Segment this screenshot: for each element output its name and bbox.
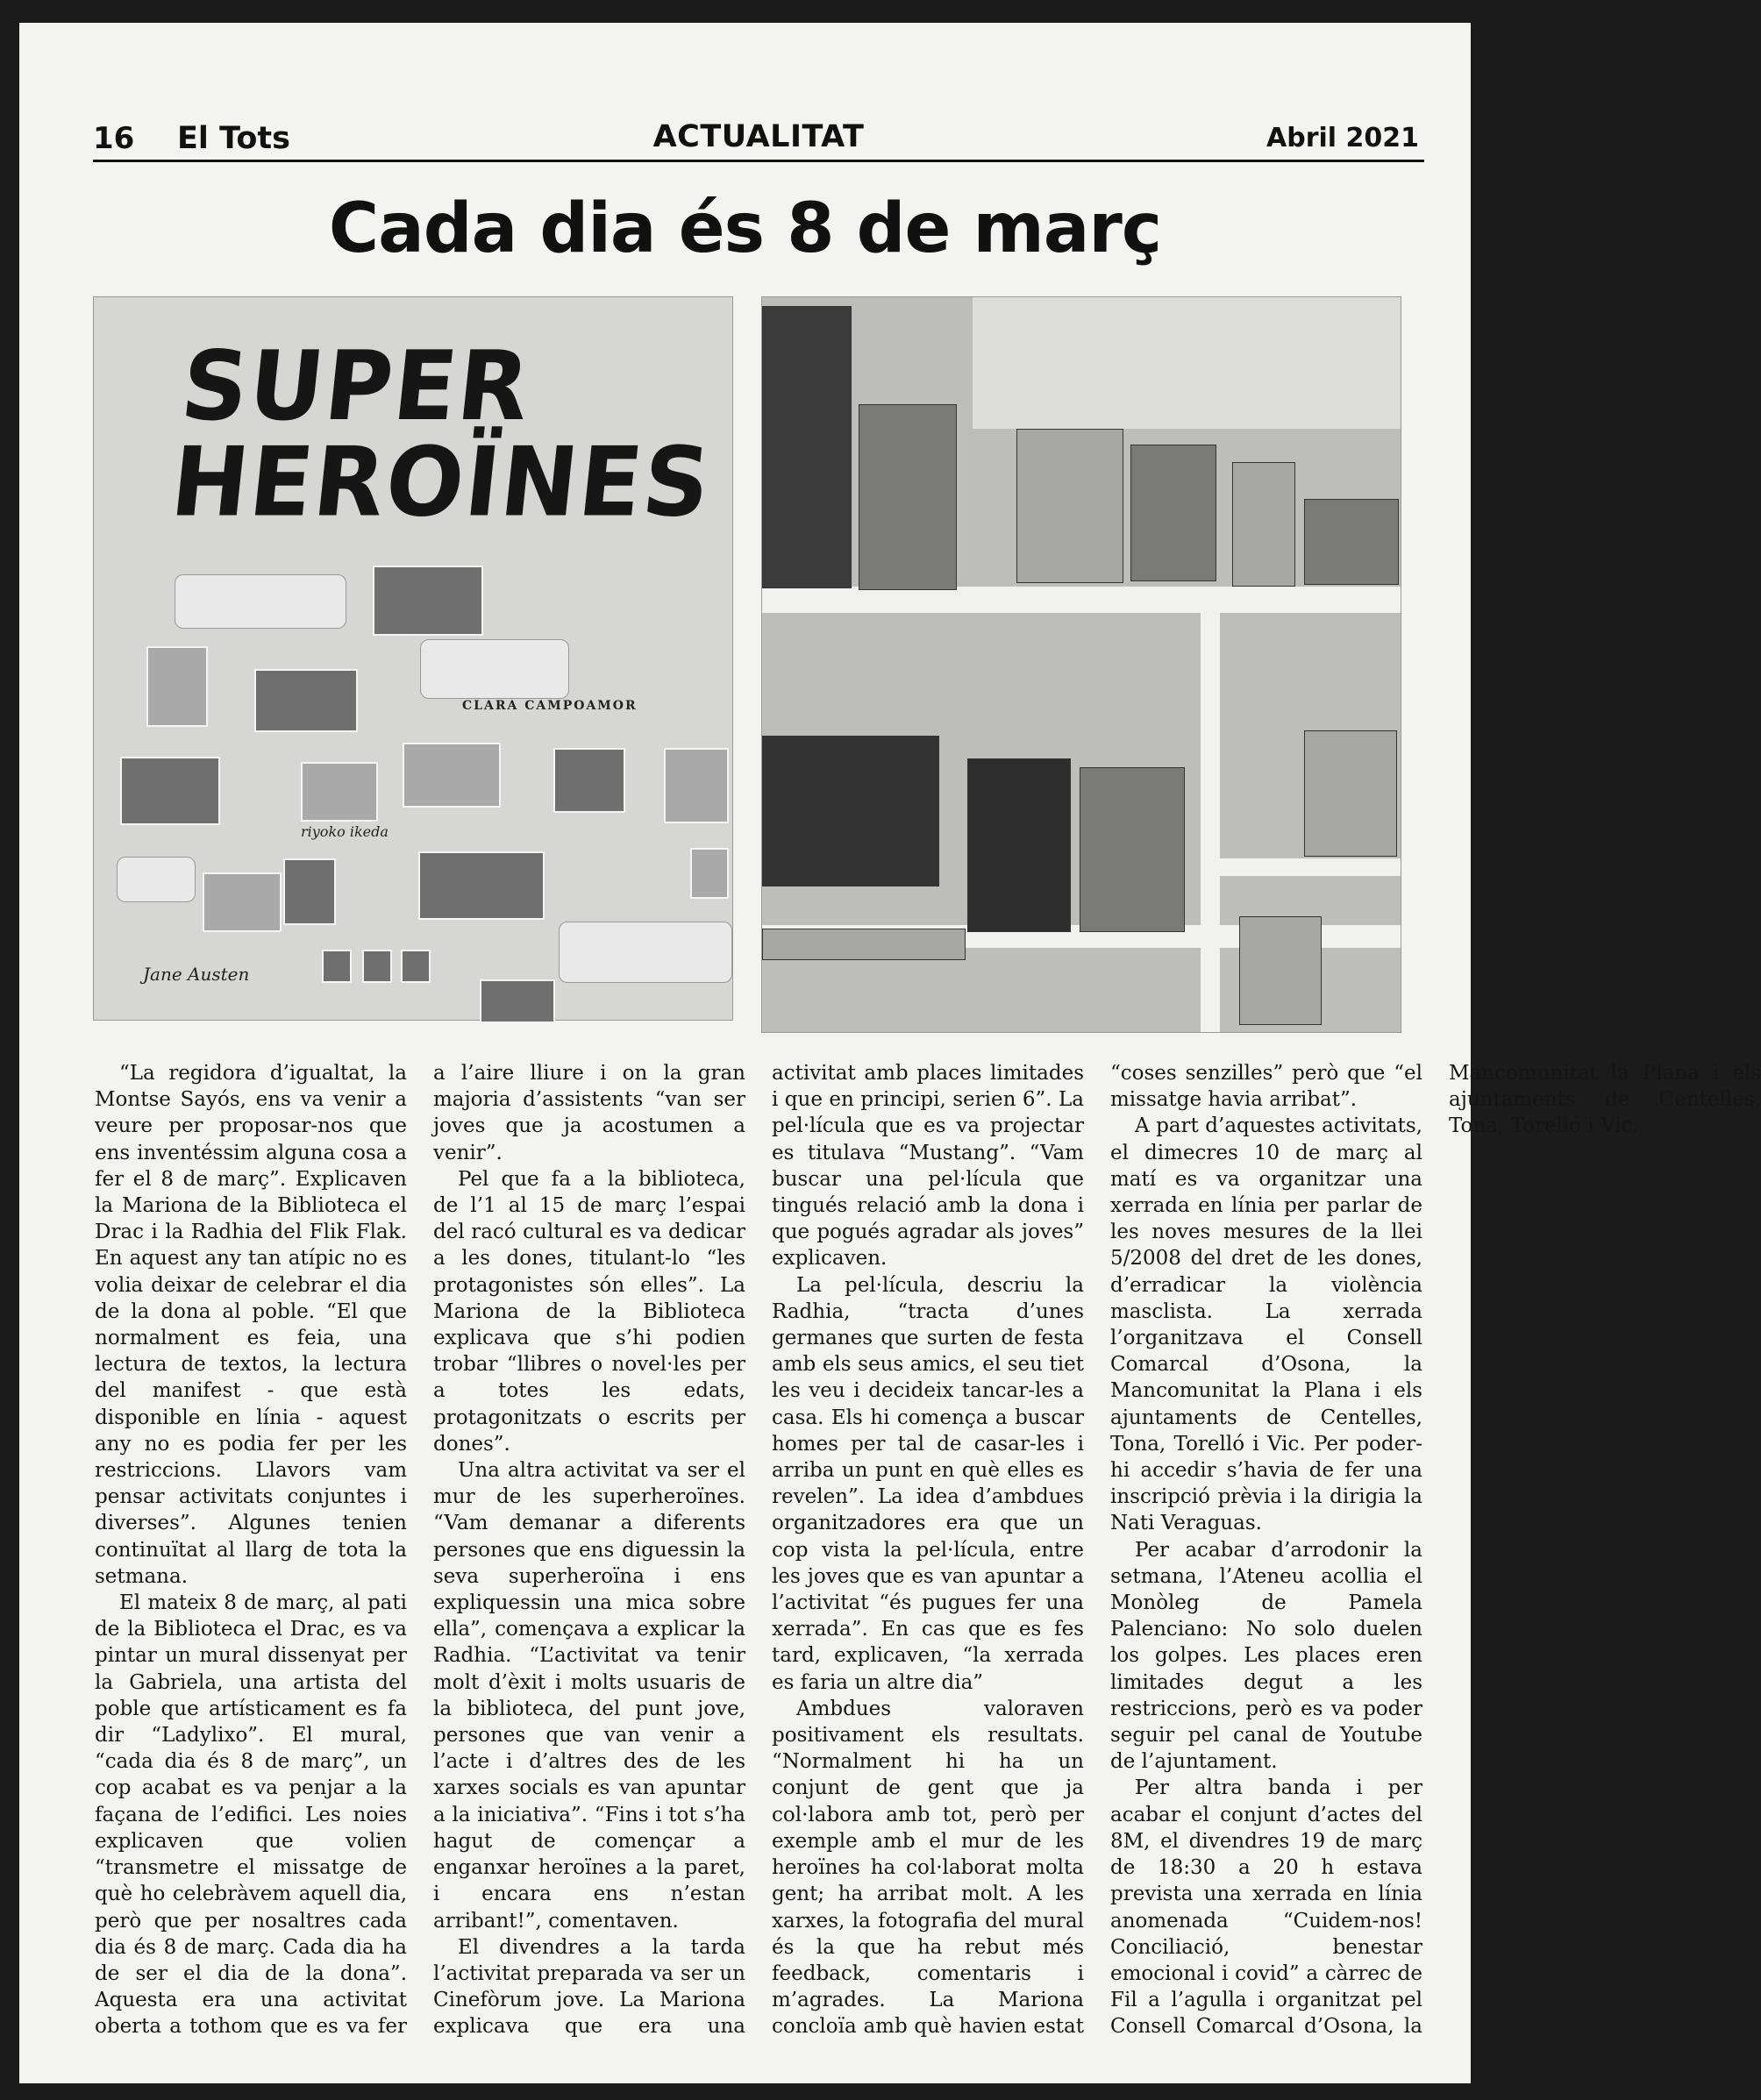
article-paragraph: El mateix 8 de març, al pati de la Biblioteca el Drac, es va pintar un mural dissenyat per la Gabriela, una artista del poble que artísticament es fa dir “Ladylixo”. El mural, “cada dia és 8 de març”, un cop acabat es va penjar a la façana de l’edifici. Les noies explicaven que volien “transmetre el missatge de què ho celebràvem aquell dia, però que per nosaltres cada dia és 8 de març. Cada dia ha de ser el dia de la dona”. Aquesta era una activitat oberta a tothom que es va fer a l’aire lliure i on la gran majoria d’assistents “van ser joves que ja acostumen a venir”. [95,1062,745,2039]
poster-heading [166,330,726,538]
portrait-photo [301,762,378,822]
header-rule [93,160,1424,162]
book-cover [1232,462,1295,587]
page-header [93,96,1424,158]
article-paragraph: A part d’aquestes activitats, el dimecres 10 de març al matí es va organitzar una xerrada en línia per parlar de les noves mesures de la llei 5/2008 del dret de les dones, d’erradicar la violència masclista. La xerrada l’organitzava el Consell Comarcal d’Osona, la Mancomunitat la Plana i els ajuntaments de Centelles, Tona, Torelló i Vic. Per poder-hi accedir s’havia de fer una inscripció prèvia i la dirigia la Nati Veraguas. [1110,1114,1422,1535]
poster-line-1: SUPER [176,330,537,443]
portrait-photo [401,950,431,983]
newspaper-page [19,23,1761,2083]
book-lying [762,929,966,960]
portrait-photo [553,748,625,813]
portrait-photo [283,858,336,925]
portrait-photo [362,950,392,983]
shelf-board [762,587,1401,613]
article-paragraph: Ambdues valoraven positivament els resultats. “Normalment hi ha un conjunt de gent que ja col·labora amb tot, però per exemple amb el mur de les heroïnes ha col·laborat molta gent; ha arribat molt. A les xarxes, la fotografia del mural és la que ha rebut més feedback, comentaris i m’agrades. La Mariona concloïa amb què havien estat “coses senzilles” però que “el missatge havia arribat”. [772,1062,1422,2039]
article-body [95,1060,1761,2060]
book-cover [1239,916,1322,1025]
article-paragraph: La pel·lícula, descriu la Radhia, “tracta d’unes germanes que surten de festa amb els seus amics, el seu tiet les veu i decideix tancar-les a casa. Els hi comença a buscar homes per tal de casar-les i arriba un punt en què elles es revelen”. La idea d’ambdues organitzadores era que un cop vista la pel·lícula, entre les joves que es van apuntar a l’activitat “és pugues fer una xerrada”. En cas que es fes tard, explicaven, “la xerrada es faria un altre dia” [772,1273,1084,1694]
shelf-divider [1201,613,1220,1032]
article-paragraph: Pel que fa a la biblioteca, de l’1 al 15 de març l’espai del racó cultural es va dedicar a les dones, titulant-lo “les protagonistes són elles”. La Mariona de la Biblioteca explicava que s’hi podien trobar “llibres o novel·les per a totes les edats, protagonitzats o escrits per dones”. [433,1167,745,1456]
book-cover [762,306,852,588]
shelf-board [1220,858,1401,876]
superheroines-wall-photo [93,296,733,1021]
austen-caption: Jane Austen [143,964,250,985]
article-paragraph: “La regidora d’igualtat, la Montse Sayós, ens va venir a veure per proposar-nos que ens inventéssim alguna cosa a fer el 8 de març”. Explicaven la Mariona de la Biblioteca el Drac i la Radhia del Flik Flak. En aquest any tan atípic no es volia deixar de celebrar el dia de la dona al poble. “El que normalment es feia, una lectura de textos, la lectura del manifest - que està disponible en línia - aquest any no es podia fer per les restriccions. Llavors vam pensar activitats conjuntes i diverses”. Algunes tenien continuïtat al llarg de tota la setmana. [95,1062,407,1588]
section-name: ACTUALITAT [652,119,865,154]
article-paragraph: Una altra activitat va ser el mur de les superheroïnes. “Vam demanar a diferents persones que ens diguessin la seva superheroïna i ens expliquessin una mica sobre ella”, començava a explicar la Radhia. “L’activitat va tenir molt d’èxit i molts usuaris de la biblioteca, del punt jove, persones que van venir a l’acte i d’altres des de les xarxes socials es van apuntar a la iniciativa”. “Fins i tot s’ha hagut de començar a enganxar heroïnes a la paret, i encara ens n’estan arribant!”, comentaven. [433,1459,745,1933]
portrait-photo [373,566,483,636]
article-title: Cada dia és 8 de març [328,189,1162,268]
portrait-photo [254,669,358,732]
portrait-photo [664,748,729,823]
library-shelf-photo [761,296,1401,1033]
page-number: 16 [93,121,135,156]
portrait-photo [403,743,501,808]
note-card [175,574,346,629]
note-card [559,922,732,983]
note-card [117,857,196,902]
portrait-photo [480,979,555,1023]
book-spines [762,736,939,886]
campoamor-caption: CLARA CAMPOAMOR [462,699,638,713]
article-paragraph: Per acabar d’arrodonir la setmana, l’Ateneu acollia el Monòleg de Pamela Palenciano: No solo duelen los golpes. Les places eren limitades degut a les restriccions, però es va poder seguir pel canal de Youtube de l’ajuntament. [1110,1538,1422,1774]
publication-name: El Tots [177,121,290,156]
book-cover [1080,767,1185,932]
quote-card [420,639,569,699]
book-cover [859,404,957,590]
ikeda-caption: riyoko ikeda [301,823,389,840]
issue-date: Abril 2021 [1266,123,1419,153]
book-cover [1304,499,1399,585]
portrait-photo [146,646,208,727]
portrait-photo [418,851,545,920]
article-paragraph: El divendres a la tarda l’activitat preparada va ser un Cinefòrum jove. La Mariona explicava que era una activitat amb places limitades i que en principi, serien 6”. La pel·lícula que es va projectar es titulava “Mustang”. “Vam buscar una pel·lícula que tingués relació amb la dona i que pogués agradar als joves” explicaven. [433,1062,1084,2039]
portrait-photo [322,950,352,983]
book-cover [1304,730,1397,857]
portrait-photo [120,757,220,825]
portrait-photo [690,848,729,899]
poster-line-2: HEROÏNES [166,425,717,538]
article-paragraph: Per altra banda i per acabar el conjunt d’actes del 8M, el divendres 19 de març de 18:30 a 20 h estava prevista una xerrada en línia anomenada “Cuidem-nos! Conciliació, benestar emocional i covid” a càrrec de Fil a l’agulla i organitzat pel Consell Comarcal d’Osona, la Mancomunitat la Plana i els ajuntaments de Centelles, Tona, Torelló i Vic. [1110,1062,1761,2039]
book-cover [1016,429,1123,583]
book-cover [1130,445,1216,581]
portrait-photo [203,872,282,932]
book-cover [967,758,1071,932]
wall-background [973,297,1401,429]
